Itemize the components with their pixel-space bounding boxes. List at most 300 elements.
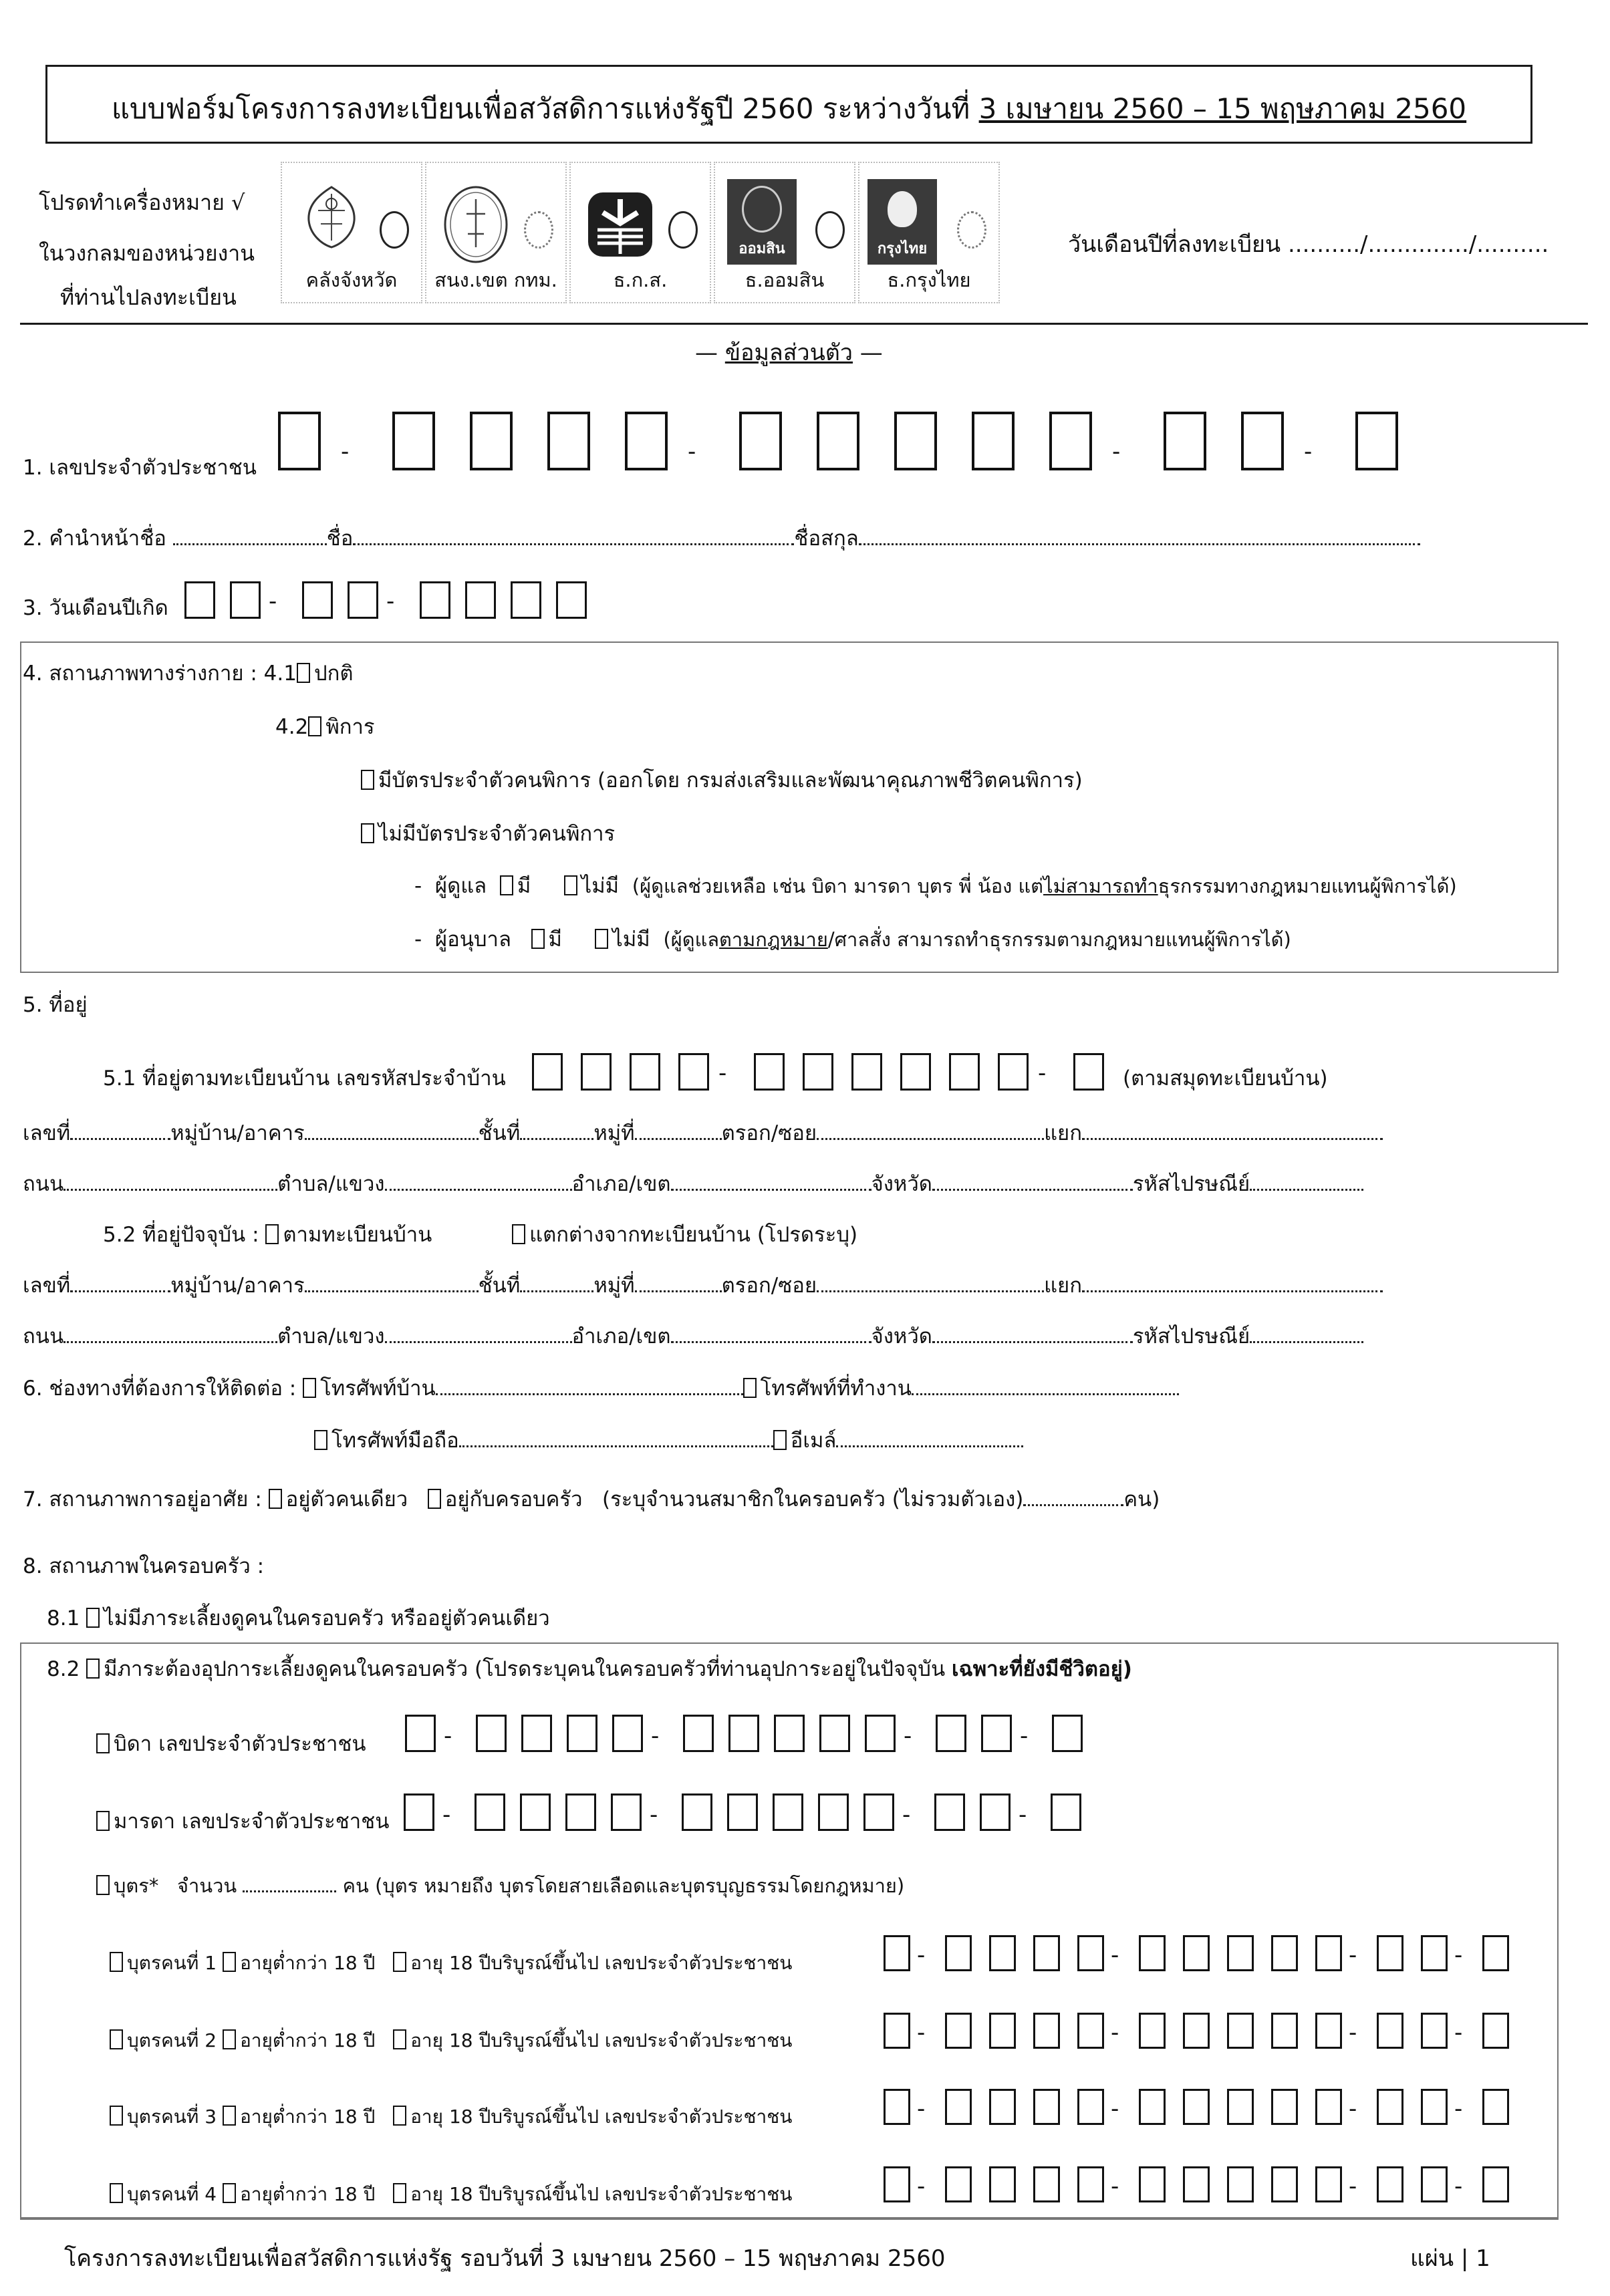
different-address-checkbox[interactable] [512,1224,525,1244]
first-name-input[interactable] [353,527,794,545]
instruction-line-1: โปรดทำเครื่องหมาย √ [39,190,245,215]
digit-box[interactable] [1315,2166,1342,2202]
digit-box[interactable] [972,412,1015,470]
q4-label: 4. สถานภาพทางร่างกาย : [23,662,257,686]
address-field-label: รหัสไปรษณีย์ [1132,1172,1250,1196]
q8-1-row [47,1605,550,1632]
digit-box[interactable] [547,412,590,470]
digit-box[interactable] [184,581,215,619]
digit-box[interactable] [565,1793,596,1831]
address-field-input[interactable] [671,1325,871,1343]
digit-box[interactable] [949,1053,980,1091]
children-checkbox[interactable] [96,1875,110,1895]
address-field-label: ชั้นที่ [478,1121,521,1145]
digit-box[interactable] [682,1793,712,1831]
digit-box[interactable] [989,2089,1016,2125]
address-field-input[interactable] [1250,1325,1363,1343]
agency-option-gsb[interactable] [714,162,855,303]
address-field-input[interactable] [305,1274,479,1292]
digit-box[interactable] [989,2013,1016,2049]
digit-box[interactable] [1377,2089,1403,2125]
digit-box[interactable] [1033,1935,1060,1971]
father-checkbox[interactable] [96,1733,110,1753]
q7-label: 7. สถานภาพการอยู่อาศัย : [23,1487,262,1512]
separator-dash: - [269,588,277,615]
digit-box[interactable] [1183,1935,1210,1971]
agency-option-baac[interactable] [569,162,711,303]
digit-box[interactable] [1227,1935,1254,1971]
separator-dash: - [688,438,696,465]
child-over-18-checkbox[interactable] [393,1952,406,1972]
digit-box[interactable] [1377,1935,1403,1971]
guardian-yes-label: มี [548,927,562,952]
agency-option-provincial-treasury[interactable] [281,162,422,303]
separator-dash: - [1454,2019,1463,2046]
separator-dash: - [1454,2096,1463,2122]
digit-box[interactable] [1077,2166,1104,2202]
digit-box[interactable] [1139,2013,1166,2049]
q7-note: (ระบุจำนวนสมาชิกในครอบครัว (ไม่รวมตัวเอง) [602,1487,1024,1512]
q4-opt1-num: 4.1 [263,662,297,686]
q6-label: 6. ช่องทางที่ต้องการให้ติดต่อ : [23,1377,297,1401]
digit-box[interactable] [1421,1935,1448,1971]
guardian-yes-checkbox[interactable] [531,929,545,949]
address-field-label: ตรอก/ซอย [721,1121,817,1145]
q4-row-1 [23,660,354,687]
digit-box[interactable] [998,1053,1029,1091]
child-checkbox[interactable] [110,2029,123,2049]
separator-dash: - [1349,2173,1357,2200]
separator-dash: - [442,1802,451,1828]
digit-box[interactable] [683,1715,714,1752]
q3-label: 3. วันเดือนปีเกิด [23,596,168,620]
digit-box[interactable] [625,412,668,470]
over-18-label: อายุ 18 ปีบริบูรณ์ขึ้นไป เลขประจำตัวประชาชน [410,1952,793,1974]
page-number: 1 [1476,2245,1490,2272]
guardian-note-underlined: ตามกฎหมาย [719,928,828,951]
digit-box[interactable] [863,1793,894,1831]
email-input[interactable] [836,1429,1023,1447]
address-row-1-current [23,1272,1383,1299]
no-disability-card-checkbox[interactable] [361,823,374,843]
digit-box[interactable] [278,412,321,470]
q8-2-row [47,1656,1132,1683]
address-field-input[interactable] [385,1325,572,1343]
address-field-label: ถนน [23,1324,64,1348]
agency-label: คลังจังหวัด [305,269,398,291]
normal-checkbox[interactable] [297,663,310,683]
caretaker-note-a: (ผู้ดูแลช่วยเหลือ เช่น บิดา มารดา บุตร พี่ น้อง แต่ [632,875,1044,897]
digit-box[interactable] [773,1793,803,1831]
digit-box[interactable] [884,2089,910,2125]
digit-box[interactable] [1315,2013,1342,2049]
instruction-line-2: ในวงกลมของหน่วยงาน [39,241,255,266]
q4-card-no-row [361,821,615,847]
separator-dash: - [1038,1060,1047,1087]
agency-label: ธ.ก.ส. [613,269,668,291]
q6-row-1 [23,1375,1179,1402]
no-dependents-label: ไม่มีภาระเลี้ยงดูคนในครอบครัว หรืออยู่ตัวคนเดียว [104,1606,550,1630]
digit-box[interactable] [989,1935,1016,1971]
child-under-18-checkbox[interactable] [223,2106,236,2126]
child-label: บุตรคนที่ 3 [127,2106,217,2128]
digit-box[interactable] [1482,1935,1509,1971]
digit-box[interactable] [1271,2166,1298,2202]
guardian-note [663,928,1291,951]
address-field-label: ตำบล/แขวง [277,1172,385,1196]
title-prefix: แบบฟอร์มโครงการลงทะเบียนเพื่อสวัสดิการแห่งรัฐปี 2560 ระหว่างวันที่ [111,92,970,125]
address-field-label: หมู่บ้าน/อาคาร [170,1121,305,1145]
address-field-input[interactable] [520,1274,593,1292]
digit-box[interactable] [1049,412,1092,470]
digit-box[interactable] [739,412,782,470]
prefix-input[interactable] [173,527,327,545]
registration-date-field[interactable] [1068,226,1549,262]
digit-box[interactable] [1421,2166,1448,2202]
separator-dash: - [341,438,350,465]
has-dependents-checkbox[interactable] [86,1659,100,1679]
child-over-18-checkbox[interactable] [393,2106,406,2126]
digit-box[interactable] [754,1053,785,1091]
digit-box[interactable] [1227,2166,1254,2202]
agency-option-ktb[interactable] [858,162,1000,303]
live-with-family-checkbox[interactable] [428,1489,441,1509]
digit-box[interactable] [1227,2089,1254,2125]
digit-box[interactable] [1183,2089,1210,2125]
caretaker-note [632,875,1457,897]
caretaker-no-label: ไม่มี [581,874,620,898]
digit-box[interactable] [803,1053,833,1091]
digit-box[interactable] [989,2166,1016,2202]
digit-box[interactable] [581,1053,612,1091]
form-title-box [45,65,1532,144]
instruction-line-3: ที่ท่านไปลงทะเบียน [60,285,237,310]
separator-dash: - [902,1802,911,1828]
digit-box[interactable] [678,1053,709,1091]
over-18-label: อายุ 18 ปีบริบูรณ์ขึ้นไป เลขประจำตัวประชาชน [410,2029,793,2051]
same-as-registered-checkbox[interactable] [265,1224,279,1244]
guardian-row [414,926,1291,953]
digit-box[interactable] [1033,2089,1060,2125]
children-note: คน (บุตร หมายถึง บุตรโดยสายเลือดและบุตรบุญธรรมโดยกฎหมาย) [342,1874,905,1897]
family-member-count-input[interactable] [1023,1488,1123,1506]
over-18-label: อายุ 18 ปีบริบูรณ์ขึ้นไป เลขประจำตัวประชาชน [410,2183,793,2205]
registration-date-placeholder[interactable]: ........../............../.......... [1287,231,1549,258]
header-divider [20,323,1588,325]
digit-box[interactable] [392,412,435,470]
address-field-input[interactable] [635,1274,722,1292]
digit-box[interactable] [404,1793,434,1831]
digit-box[interactable] [1077,2013,1104,2049]
address-field-input[interactable] [1082,1274,1383,1292]
child-under-18-checkbox[interactable] [223,2183,236,2203]
mobile-input[interactable] [459,1429,773,1447]
digit-box[interactable] [1183,2013,1210,2049]
separator-dash: - [917,2173,926,2200]
digit-box[interactable] [612,1715,643,1752]
caretaker-no-checkbox[interactable] [564,875,577,895]
digit-box[interactable] [420,581,450,619]
agency-option-bangkok-district[interactable] [425,162,567,303]
address-field-input[interactable] [817,1122,1044,1140]
digit-box[interactable] [884,2013,910,2049]
separator-dash: - [651,1723,660,1749]
digit-box[interactable] [980,1793,1011,1831]
digit-box[interactable] [934,1793,965,1831]
live-alone-checkbox[interactable] [269,1489,282,1509]
digit-box[interactable] [1139,2089,1166,2125]
under-18-label: อายุต่ำกว่า 18 ปี [239,2029,376,2051]
q2-name-label: ชื่อ [326,527,354,551]
separator-dash: - [1111,1942,1119,1969]
digit-box[interactable] [567,1715,597,1752]
address-field-input[interactable] [671,1173,871,1191]
mobile-checkbox[interactable] [314,1430,327,1450]
digit-box[interactable] [630,1053,660,1091]
has-disability-card-checkbox[interactable] [361,770,374,790]
address-field-input[interactable] [520,1122,593,1140]
digit-box[interactable] [981,1715,1012,1752]
form-title [47,87,1530,131]
digit-box[interactable] [1315,1935,1342,1971]
address-field-input[interactable] [385,1173,572,1191]
digit-box[interactable] [851,1053,882,1091]
caretaker-note-underlined: ไม่สามารถทำ [1043,875,1158,897]
children-count-input[interactable] [243,1874,336,1892]
child-checkbox[interactable] [110,2183,123,2203]
child-over-18-checkbox[interactable] [393,2029,406,2049]
digit-box[interactable] [1052,1715,1083,1752]
address-row-1-registered [23,1120,1383,1147]
ktb-logo-icon [867,179,937,265]
address-row-2-registered [23,1171,1363,1197]
digit-box[interactable] [1315,2089,1342,2125]
digit-box[interactable] [894,412,937,470]
digit-box[interactable] [1482,2013,1509,2049]
agency-radio-3[interactable] [668,211,698,249]
mother-row [96,1808,389,1835]
address-field-input[interactable] [932,1173,1133,1191]
digit-box[interactable] [1377,2166,1403,2202]
child-label: บุตรคนที่ 2 [127,2029,217,2051]
home-phone-input[interactable] [436,1377,743,1395]
digit-box[interactable] [1355,412,1398,470]
q6-row-2 [314,1427,1023,1454]
address-field-input[interactable] [1082,1122,1383,1140]
child-checkbox[interactable] [110,2106,123,2126]
digit-box[interactable] [819,1715,850,1752]
address-field-label: จังหวัด [871,1324,932,1348]
child-under-18-checkbox[interactable] [223,1952,236,1972]
separator-dash: - [1454,2173,1463,2200]
child-row [110,2180,792,2209]
separator-dash: - [904,1723,912,1749]
address-field-label: ถนน [23,1172,64,1196]
digit-box[interactable] [302,581,333,619]
agency-radio-2[interactable] [524,211,553,249]
digit-box[interactable] [1377,2013,1403,2049]
no-dependents-checkbox[interactable] [86,1608,100,1628]
digit-box[interactable] [1421,2013,1448,2049]
digit-box[interactable] [945,2089,972,2125]
q5-label: 5. ที่อยู่ [23,993,88,1017]
q5-1-label: 5.1 ที่อยู่ตามทะเบียนบ้าน เลขรหัสประจำบ้าน [103,1066,506,1091]
gsb-logo-icon [727,179,797,265]
digit-box[interactable] [945,1935,972,1971]
has-dependents-label: มีภาระต้องอุปการะเลี้ยงดูคนในครอบครัว (โปรดระบุคนในครอบครัวที่ท่านอุปการะอยู่ในปัจจุบัน [104,1657,946,1681]
digit-box[interactable] [1077,2089,1104,2125]
digit-box[interactable] [1073,1053,1104,1091]
digit-box[interactable] [728,1715,759,1752]
page-indicator: แผ่น | 1 [1410,2245,1490,2272]
digit-box[interactable] [945,2013,972,2049]
bangkok-seal-icon [438,180,513,266]
digit-box[interactable] [884,1935,910,1971]
digit-box[interactable] [405,1715,436,1752]
digit-box[interactable] [556,581,587,619]
last-name-input[interactable] [859,527,1420,545]
separator-dash: - [1111,2096,1119,2122]
digit-box[interactable] [511,581,541,619]
address-field-input[interactable] [1250,1173,1363,1191]
digit-box[interactable] [1421,2089,1448,2125]
digit-box[interactable] [532,1053,563,1091]
separator-dash: - [1349,2096,1357,2122]
agency-label: สนง.เขต กทม. [434,269,557,291]
separator-dash: - [1349,2019,1357,2046]
address-field-label: แยก [1044,1274,1082,1298]
q4-opt1-label: ปกติ [313,662,354,686]
address-field-input[interactable] [817,1274,1044,1292]
registration-date-label: วันเดือนปีที่ลงทะเบียน [1068,231,1281,258]
address-field-label: หมู่บ้าน/อาคาร [170,1274,305,1298]
address-field-input[interactable] [70,1274,170,1292]
live-with-family-label: อยู่กับครอบครัว [444,1487,583,1512]
q8-1-num: 8.1 [47,1606,80,1630]
address-field-label: หมู่ที่ [593,1274,635,1298]
under-18-label: อายุต่ำกว่า 18 ปี [239,1952,376,1974]
digit-box[interactable] [520,1793,551,1831]
address-field-input[interactable] [63,1325,277,1343]
digit-box[interactable] [230,581,261,619]
digit-box[interactable] [884,2166,910,2202]
digit-box[interactable] [1033,2166,1060,2202]
mobile-label: โทรศัพท์มือถือ [331,1429,459,1453]
work-phone-input[interactable] [912,1377,1179,1395]
address-field-input[interactable] [70,1122,170,1140]
caretaker-yes-checkbox[interactable] [500,875,513,895]
bullet-dash: - [414,874,422,898]
agency-radio-1[interactable] [380,211,409,249]
guardian-note-b: /ศาลสั่ง สามารถทำธุรกรรมตามกฎหมายแทนผู้พิการได้) [827,928,1291,951]
child-label: บุตรคนที่ 1 [127,1952,217,1974]
agency-radio-4[interactable] [815,211,845,249]
home-phone-checkbox[interactable] [303,1378,316,1398]
digit-box[interactable] [945,2166,972,2202]
q5-2-row [103,1222,857,1248]
home-phone-label: โทรศัพท์บ้าน [320,1377,436,1401]
digit-box[interactable] [1271,2013,1298,2049]
separator-dash: - [1111,2173,1119,2200]
children-count-label: จำนวน [176,1874,237,1897]
digit-box[interactable] [1183,2166,1210,2202]
address-field-input[interactable] [932,1325,1133,1343]
no-card-label: ไม่มีบัตรประจำตัวคนพิการ [378,822,616,846]
separator-dash: - [1349,1942,1357,1969]
digit-box[interactable] [1482,2089,1509,2125]
agency-label: ธ.ออมสิน [745,269,825,291]
digit-box[interactable] [1033,2013,1060,2049]
digit-box[interactable] [465,581,496,619]
mother-label: มารดา เลขประจำตัวประชาชน [114,1810,390,1834]
agency-radio-5[interactable] [957,211,986,249]
digit-box[interactable] [1051,1793,1081,1831]
address-field-input[interactable] [63,1173,277,1191]
guardian-no-checkbox[interactable] [595,929,608,949]
child-checkbox[interactable] [110,1952,123,1972]
digit-box[interactable] [1139,2166,1166,2202]
digit-box[interactable] [348,581,378,619]
digit-box[interactable] [865,1715,896,1752]
address-field-input[interactable] [635,1122,722,1140]
digit-box[interactable] [1241,412,1284,470]
digit-box[interactable] [1077,1935,1104,1971]
digit-box[interactable] [470,412,513,470]
digit-box[interactable] [1271,1935,1298,1971]
digit-box[interactable] [1271,2089,1298,2125]
digit-box[interactable] [900,1053,931,1091]
separator-dash: - [1304,438,1313,465]
work-phone-checkbox[interactable] [743,1378,757,1398]
same-as-registered-label: ตามทะเบียนบ้าน [283,1223,432,1247]
address-field-input[interactable] [305,1122,479,1140]
digit-box[interactable] [774,1715,805,1752]
children-row [96,1872,904,1899]
mother-checkbox[interactable] [96,1811,110,1831]
digit-box[interactable] [521,1715,552,1752]
disabled-checkbox[interactable] [308,716,321,736]
child-over-18-checkbox[interactable] [393,2183,406,2203]
digit-box[interactable] [817,412,859,470]
digit-box[interactable] [1164,412,1206,470]
separator-dash: - [718,1060,727,1087]
section-title: — ข้อมูลส่วนตัว — [695,339,883,366]
separator-dash: - [1020,1723,1029,1749]
separator-dash: - [444,1723,452,1749]
digit-box[interactable] [611,1793,642,1831]
q5-1-note: (ตามสมุดทะเบียนบ้าน) [1123,1066,1328,1091]
email-checkbox[interactable] [773,1430,787,1450]
has-dependents-bold-note: เฉพาะที่ยังมีชีวิตอยู่) [952,1657,1132,1681]
digit-box[interactable] [1482,2166,1509,2202]
digit-box[interactable] [936,1715,966,1752]
child-under-18-checkbox[interactable] [223,2029,236,2049]
digit-box[interactable] [476,1715,507,1752]
digit-box[interactable] [1139,1935,1166,1971]
title-period: 3 เมษายน 2560 – 15 พฤษภาคม 2560 [978,92,1467,125]
address-field-label: อำเภอ/เขต [571,1172,671,1196]
digit-box[interactable] [475,1793,505,1831]
digit-box[interactable] [1227,2013,1254,2049]
digit-box[interactable] [818,1793,849,1831]
baac-logo-icon [583,180,658,266]
digit-box[interactable] [727,1793,758,1831]
father-row [96,1731,366,1757]
q7-row [23,1486,1160,1513]
footer-text: โครงการลงทะเบียนเพื่อสวัสดิการแห่งรัฐ รอบวันที่ 3 เมษายน 2560 – 15 พฤษภาคม 2560 [64,2245,946,2272]
guardian-note-a: (ผู้ดูแล [663,928,720,951]
address-field-label: เลขที่ [23,1274,71,1298]
